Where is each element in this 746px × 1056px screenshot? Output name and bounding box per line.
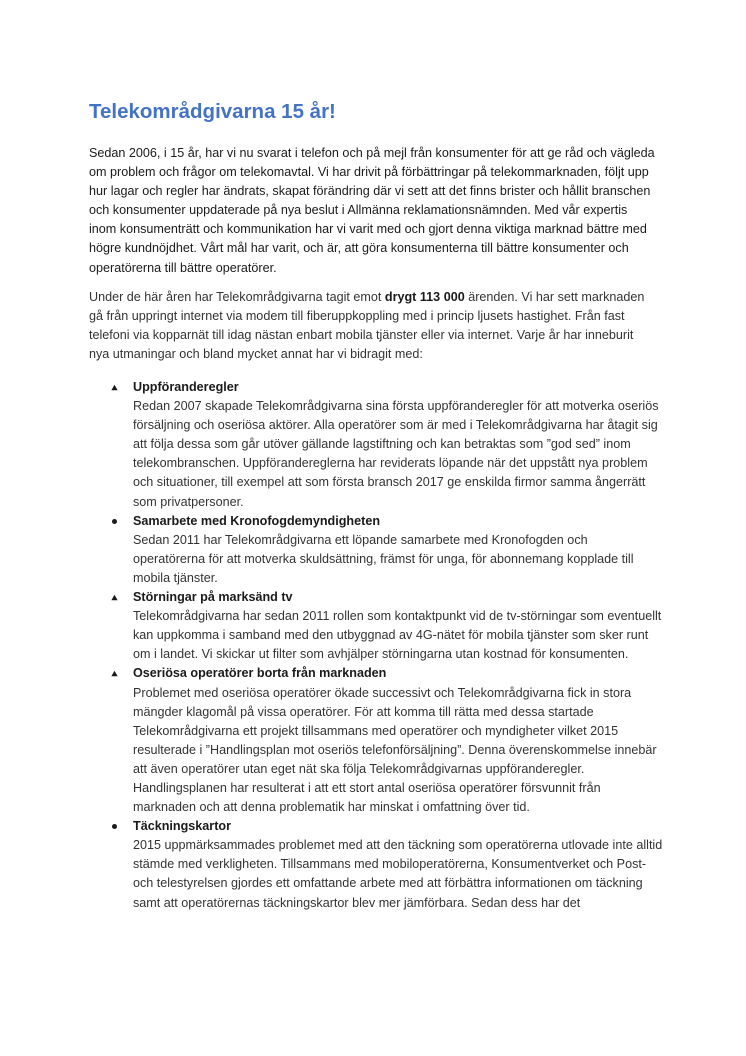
list-item-body: Telekområdgivarna har sedan 2011 rollen som kontaktpunkt vid de tv-störningar som eventuellt kan uppkomma i samband med den utbyggnad av 4G-nätet för mobila tjänster som sker runt om i landet. Vi skickar ut filter som avhjälper störningarna utan kostnad för konsumenten. xyxy=(133,609,662,662)
list-item-heading: Störningar på marksänd tv xyxy=(133,590,293,605)
list-item-heading: Oseriösa operatörer borta från marknaden xyxy=(133,666,387,681)
list-item-body: Redan 2007 skapade Telekområdgivarna sina första uppföranderegler för att motverka oseriös försäljning och oseriösa aktörer. Alla operatörer som är med i Telekområdgivarna har åtagit sig att följa dessa som går utöver gällande lagstiftning och kan betraktas som ”god sed” inom telekombranschen. Uppförandereglerna har reviderats löpande när det uppstått nya problem och situationer, till exempel att som första bransch 2017 ge enskilda firmor samma ångerrätt som privatpersoner. xyxy=(133,399,659,509)
triangle-bullet-icon xyxy=(111,670,118,677)
case-count-highlight: drygt 113 000 xyxy=(384,290,465,304)
triangle-bullet-icon xyxy=(111,384,118,391)
intro-paragraph: Sedan 2006, i 15 år, har vi nu svarat i telefon och på mejl från konsumenter för att ge råd och vägleda om problem och frågor om telekomavtal. Vi har drivit på förbättringar på telekommarknaden, följt upp hur lagar och regler har ändrats, skapat förändring där vi sett att det finns brister och hållit branschen och konsumenter uppdaterade på nya beslut i Allmänna reklamationsnämnden. Med vår expertis inom konsumenträtt och kommunikation har vi varit med och gjort denna viktiga marknad bättre med högre kundnöjdhet. Vårt mål har varit, och är, att göra konsumenterna till bättre konsumenter och operatörerna till bättre operatörer. xyxy=(89,146,655,275)
history-paragraph xyxy=(89,288,657,364)
contributions-list xyxy=(89,378,664,913)
page-title: Telekområdgivarna 15 år! xyxy=(89,100,336,123)
list-item xyxy=(89,588,664,664)
list-item xyxy=(89,512,664,588)
history-paragraph-text-end: ärenden. Vi har sett marknaden gå från uppringt internet via modem till fiberuppkoppling med i princip ljusets hastighet. Från fast telefoni via kopparnät till idag nästan enbart mobila tjänster eller via internet. Varje år har inneburit nya utmaningar och bland mycket annat har vi bidragit med: xyxy=(89,290,645,362)
list-item-heading: Täckningskartor xyxy=(133,819,231,834)
list-item xyxy=(89,817,664,912)
dot-bullet-icon xyxy=(112,519,117,524)
list-item-heading: Samarbete med Kronofogdemyndigheten xyxy=(133,513,381,528)
list-item-body: Sedan 2011 har Telekområdgivarna ett löpande samarbete med Kronofogden och operatörerna för att motverka skuldsättning, främst för unga, för abonnemang kopplade till mobila tjänster. xyxy=(133,532,634,585)
history-paragraph-text-start: Under de här åren har Telekområdgivarna tagit emot xyxy=(89,290,385,304)
list-item-body: 2015 uppmärksammades problemet med att den täckning som operatörerna utlovade inte alltid stämde med verkligheten. Tillsammans med mobiloperatörerna, Konsumentverket och Post- och telestyrelsen gjordes ett omfattande arbete med att förbättra informationen om täckning samt att operatörernas täckningskartor blev mer jämförbara. Sedan dess har det xyxy=(133,838,663,910)
list-item-body: Problemet med oseriösa operatörer ökade successivt och Telekområdgivarna fick in stora mängder klagomål på vissa operatörer. För att komma till rätta med dessa startade Telekområdgivarna ett projekt tillsammans med operatörer och myndigheter vilket 2015 resulterade i ”Handlingsplan mot oseriös telefonförsäljning”. Denna överenskommelse innebär att även operatörer utan eget nät ska följa Telekområdgivarnas uppföranderegler. Handlingsplanen har resulterat i att ett stort antal oseriösa operatörer försvunnit från marknaden och att denna problematik har minskat i omfattning över tid. xyxy=(133,685,657,815)
triangle-bullet-icon xyxy=(111,594,118,601)
list-item xyxy=(89,664,664,817)
dot-bullet-icon xyxy=(112,824,117,829)
list-item-heading: Uppföranderegler xyxy=(133,380,239,394)
list-item xyxy=(89,378,664,512)
